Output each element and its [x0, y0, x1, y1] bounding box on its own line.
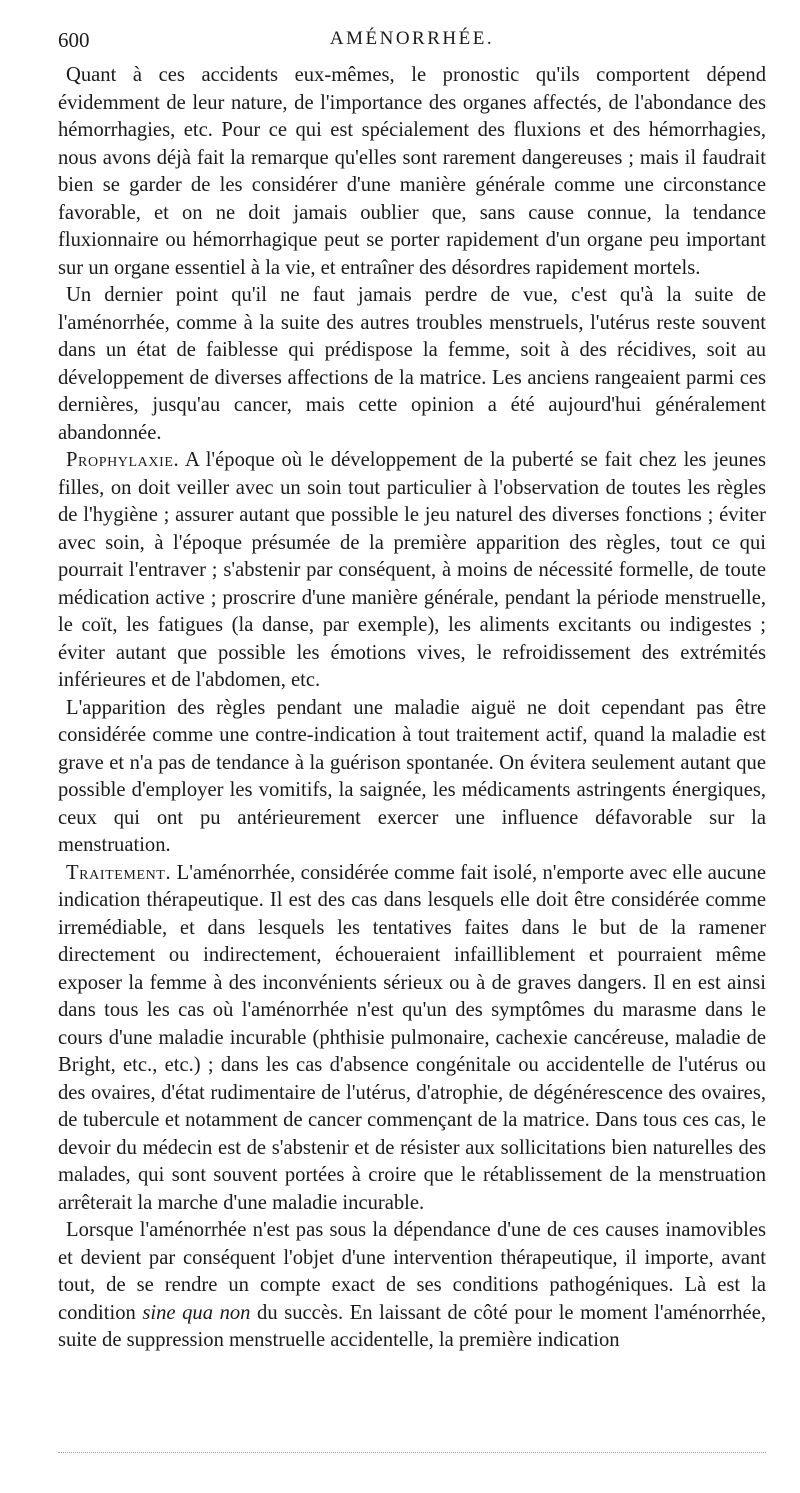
body-text	[58, 62, 766, 1355]
paragraph-treatment: Traitement. L'aménorrhée, considérée comme fait isolé, n'emporte avec elle aucune indication thérapeutique. Il est des cas dans lesquels elle doit être considérée comme irremédiable, et dans lesquels les tentatives faites dans le but de la ramener directement ou indirectement, échoueraient infailliblement et pourraient même exposer la femme à des inconvénients sérieux ou à de graves dangers. Il en est ainsi dans tous les cas où l'aménorrhée n'est qu'un des symptômes du marasme dans le cours d'une maladie incurable (phthisie pulmonaire, cachexie cancéreuse, maladie de Bright, etc., etc.) ; dans les cas d'absence congénitale ou accidentelle de l'utérus ou des ovaires, d'état rudimentaire de l'utérus, d'atrophie, de dégénérescence des ovaires, de tubercule et notamment de cancer commençant de la matrice. Dans tous ces cas, le devoir du médecin est de s'abstenir et de résister aux sollicitations bien naturelles des malades, qui sont souvent portées à croire que le rétablissement de la menstruation arrêterait la marche d'une maladie incurable.	[58, 861, 766, 1214]
section-lead-traitement: Traitement.	[66, 861, 172, 884]
paragraph-prophylaxis: Prophylaxie. A l'époque où le développement de la puberté se fait chez les jeunes filles, on doit veiller avec un soin tout particulier à l'observation de toutes les règles de l'hygiène ; assurer autant que possible le jeu naturel des diverses fonctions ; éviter avec soin, à l'époque présumée de la première apparition des règles, tout ce qui pourrait l'entraver ; s'abstenir par conséquent, à moins de nécessité formelle, de toute médication active ; proscrire d'une manière générale, pendant la période menstruelle, le coït, les fatigues (la danse, par exemple), les aliments excitants ou indigestes ; éviter autant que possible les émotions vives, le refroidissement des extrémités inférieures et de l'abdomen, etc.	[58, 449, 766, 691]
paragraph-prognosis: Quant à ces accidents eux-mêmes, le pronostic qu'ils comportent dépend évidemment de leur nature, de l'importance des organes affectés, de l'abondance des hémorrhagies, etc. Pour ce qui est spécialement des fluxions et des hémorrhagies, nous avons déjà fait la remarque qu'elles sont rarement dangereuses ; mais il faudrait bien se garder de les considérer d'une manière générale comme une circonstance favorable, et on ne doit jamais oublier que, sans cause connue, la tendance fluxionnaire ou hémorrhagique peut se porter rapidement d'un organe peu important sur un organe essentiel à la vie, et entraîner des désordres rapidement mortels.	[58, 64, 766, 279]
running-title: AMÉNORRHÉE.	[329, 28, 495, 49]
paragraph-uterine-weakness: Un dernier point qu'il ne faut jamais perdre de vue, c'est qu'à la suite de l'aménorrhée, comme à la suite des autres troubles menstruels, l'utérus reste souvent dans un état de faiblesse qui prédispose la femme, soit à des récidives, soit au développement de diverses affections de la matrice. Les anciens rangeaient parmi ces dernières, jusqu'au cancer, mais cette opinion a été aujourd'hui généralement abandonnée.	[58, 284, 766, 444]
italic-phrase: sine qua non	[142, 1301, 251, 1324]
running-head	[58, 28, 766, 62]
section-lead-prophylaxie: Prophylaxie.	[66, 449, 180, 471]
footer-dotted-rule	[58, 1452, 766, 1453]
paragraph-acute-illness: L'apparition des règles pendant une maladie aiguë ne doit cependant pas être considérée comme une contre-indication à tout traitement actif, quand la maladie est grave et n'a pas de tendance à la guérison spontanée. On évitera seulement autant que possible d'employer les vomitifs, la saignée, les médicaments astringents énergiques, ceux qui ont pu antérieurement exercer une influence défavorable sur la menstruation.	[58, 696, 766, 856]
page-number: 600	[58, 28, 90, 52]
paragraph-pathogenic-conditions: Lorsque l'aménorrhée n'est pas sous la dépendance d'une de ces causes inamovibles et devient par conséquent l'objet d'une intervention thérapeutique, il importe, avant tout, de se rendre un compte exact de ses conditions pathogéniques. Là est la condition sine qua non du succès. En laissant de côté pour le moment l'aménorrhée, suite de suppression menstruelle accidentelle, la première indication	[58, 1219, 766, 1351]
